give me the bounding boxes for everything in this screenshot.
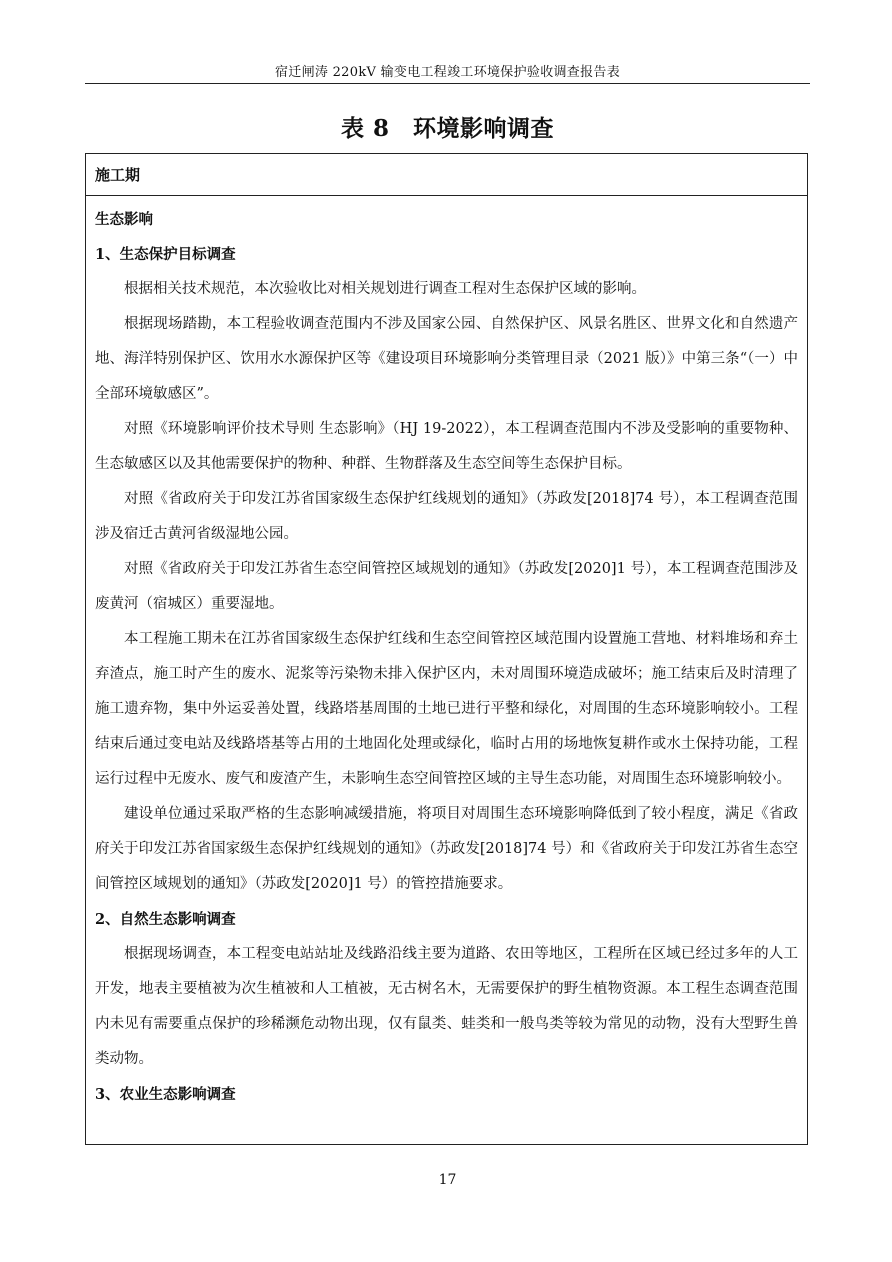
paragraph: 对照《省政府关于印发江苏省国家级生态保护红线规划的通知》（苏政发[2018]74 号），本工程调查范围涉及宿迁古黄河省级湿地公园。 [95, 491, 798, 542]
table-title: 表 8 环境影响调查 [340, 115, 554, 142]
paragraph: 根据相关技术规范，本次验收比对相关规划进行调查工程对生态保护区域的影响。 [124, 281, 646, 297]
header-divider [85, 83, 810, 84]
section-heading-ecological-impact: 生态影响 [95, 211, 153, 228]
subsection-title-natural-ecology: 2、自然生态影响调查 [95, 911, 236, 928]
paragraph: 根据现场调查，本工程变电站站址及线路沿线主要为道路、农田等地区，工程所在区域已经过多年的人工开发，地表主要植被为次生植被和人工植被，无古树名木，无需要保护的野生植物资源。本工程生态调查范围内未见有需要重点保护的珍稀濒危动物出现，仅有鼠类、蛙类和一般鸟类等较为常见的动物，没有大型野生兽类动物。 [95, 946, 798, 1067]
page-number: 17 [438, 1172, 457, 1188]
subsection-title-protection-targets: 1、生态保护目标调查 [95, 246, 236, 263]
paragraph: 建设单位通过采取严格的生态影响减缓措施，将项目对周围生态环境影响降低到了较小程度，满足《省政府关于印发江苏省国家级生态保护红线规划的通知》（苏政发[2018]74 号）和《省政府关于印发江苏省生态空间管控区域规划的通知》（苏政发[2020]1 号）的管控措施要求。 [95, 806, 798, 892]
paragraph: 对照《省政府关于印发江苏省生态空间管控区域规划的通知》（苏政发[2020]1 号），本工程调查范围涉及废黄河（宿城区）重要湿地。 [95, 561, 798, 612]
subsection-title-agricultural-ecology: 3、农业生态影响调查 [95, 1086, 236, 1103]
survey-table [85, 153, 808, 1145]
phase-row-construction: 施工期 [86, 154, 807, 196]
paragraph: 对照《环境影响评价技术导则 生态影响》（HJ 19-2022），本工程调查范围内不涉及受影响的重要物种、生态敏感区以及其他需要保护的物种、种群、生物群落及生态空间等生态保护目标。 [95, 421, 798, 472]
paragraph: 根据现场踏勘，本工程验收调查范围内不涉及国家公园、自然保护区、风景名胜区、世界文化和自然遗产地、海洋特别保护区、饮用水水源保护区等《建设项目环境影响分类管理目录（2021 版）》中第三条“（一）中全部环境敏感区”。 [95, 316, 798, 402]
running-header: 宿迁闸涛 220kV 输变电工程竣工环境保护验收调查报告表 [274, 65, 621, 80]
paragraph: 本工程施工期未在江苏省国家级生态保护红线和生态空间管控区域范围内设置施工营地、材料堆场和弃土弃渣点，施工时产生的废水、泥浆等污染物未排入保护区内，未对周围环境造成破坏；施工结束后及时清理了施工遗弃物，集中外运妥善处置，线路塔基周围的土地已进行平整和绿化，对周围的生态环境影响较小。工程结束后通过变电站及线路塔基等占用的土地固化处理或绿化，临时占用的场地恢复耕作或水土保持功能，工程运行过程中无废水、废气和废渣产生，未影响生态空间管控区域的主导生态功能，对周围生态环境影响较小。 [95, 631, 798, 787]
table-content [86, 196, 807, 1112]
